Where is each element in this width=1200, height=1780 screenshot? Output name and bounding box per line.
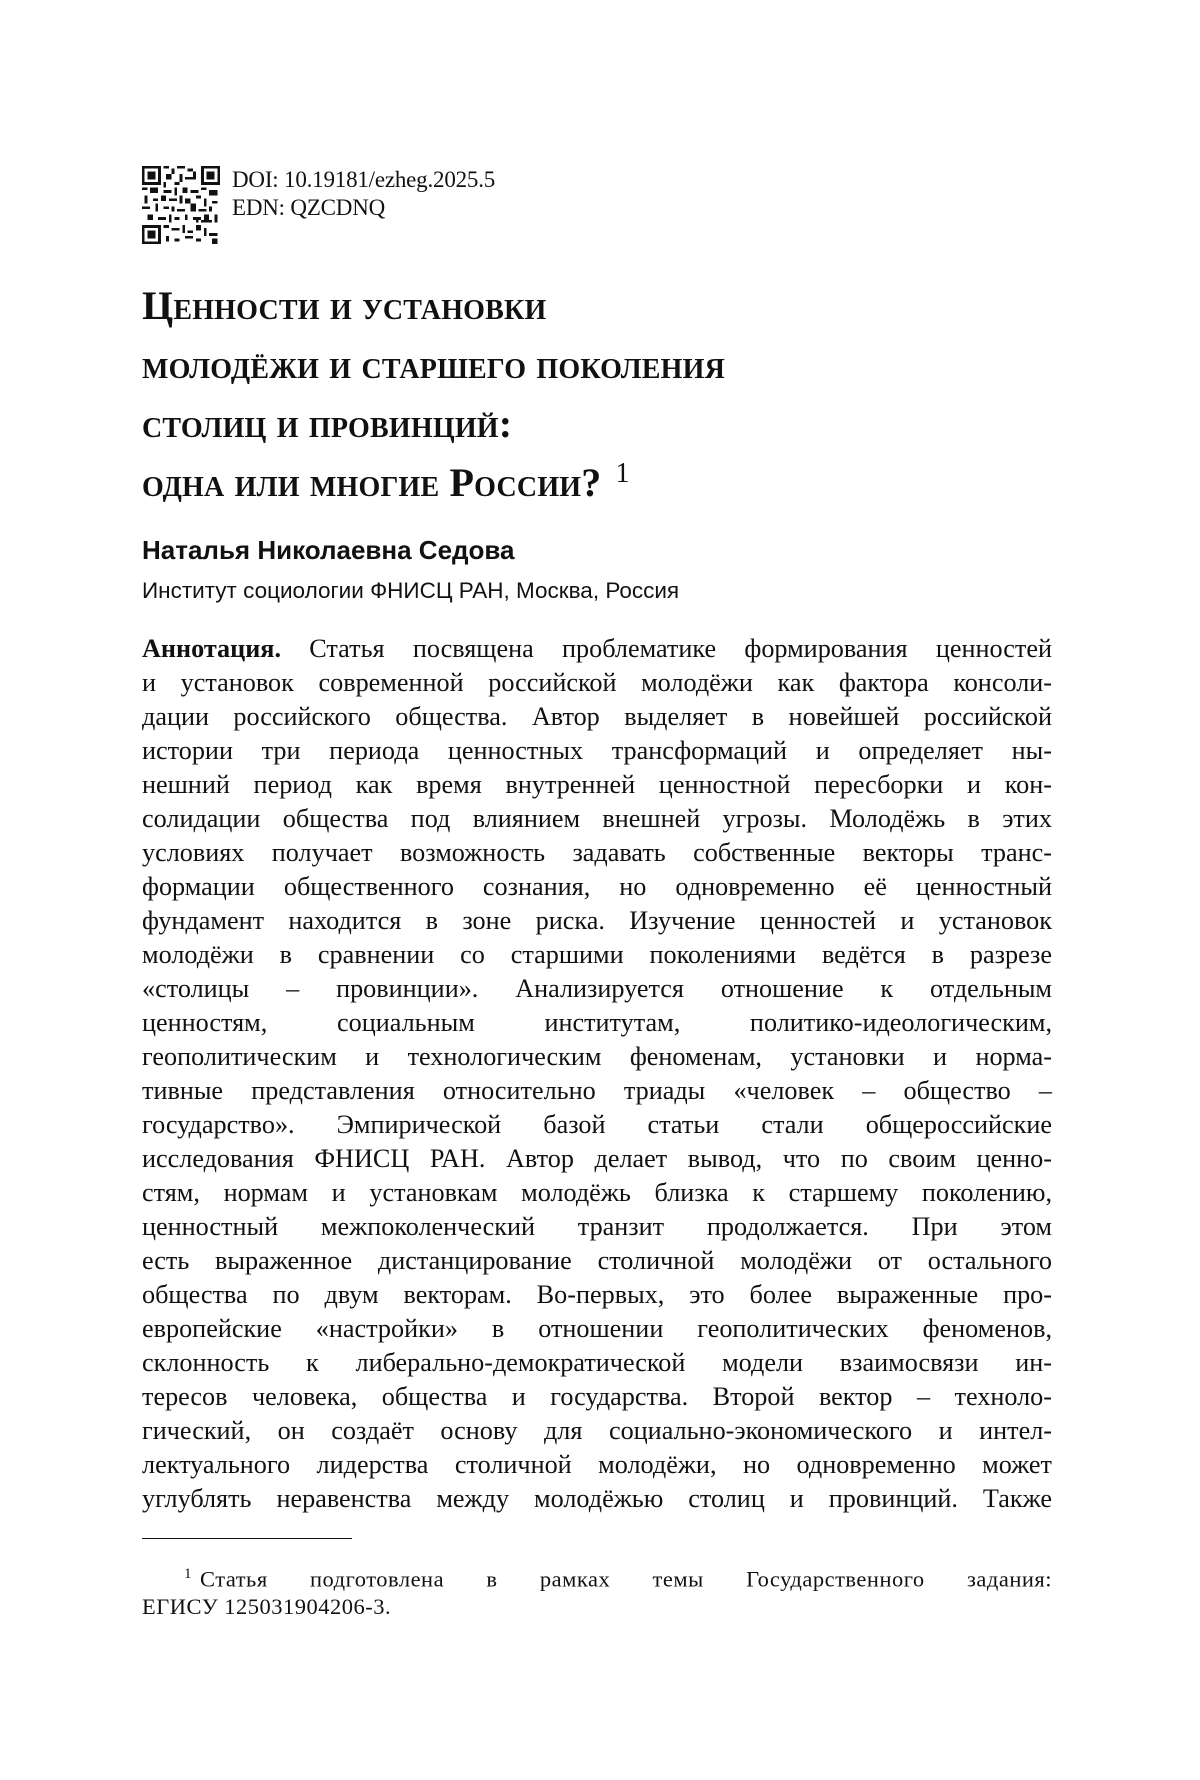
abstract-line: исследования ФНИСЦ РАН. Автор делает вывод, что по своим ценно- <box>142 1144 1052 1173</box>
footnote-line-2: ЕГИСУ 125031904206-3. <box>142 1593 392 1619</box>
abstract-line: молодёжи в сравнении со старшими поколениями ведётся в разрезе <box>142 940 1052 969</box>
abstract-line: государство». Эмпирической базой статьи стали общероссийские <box>142 1110 1052 1139</box>
abstract-line: лектуального лидерства столичной молодёжи, но одновременно может <box>142 1450 1052 1479</box>
title-line-4 <box>142 453 1052 512</box>
abstract-line: условиях получает возможность задавать собственные векторы транс- <box>142 838 1052 867</box>
author-name: Наталья Николаевна Седова <box>142 535 515 565</box>
abstract-label: Аннотация. <box>142 634 282 663</box>
abstract-line: истории три периода ценностных трансформаций и определяет ны- <box>142 736 1052 765</box>
identifier-block <box>142 166 1052 246</box>
abstract-line: общества по двум векторам. Во-первых, это более выраженные про- <box>142 1280 1052 1309</box>
title-line-1: Ценности и установки <box>142 283 547 328</box>
abstract-line: есть выраженное дистанцирование столичной молодёжи от остального <box>142 1246 1052 1275</box>
abstract-line: гический, он создаёт основу для социально-экономического и интел- <box>142 1416 1052 1445</box>
abstract-line: фундамент находится в зоне риска. Изучение ценностей и установок <box>142 906 1052 935</box>
abstract-line: тивные представления относительно триады «человек – общество – <box>142 1076 1052 1105</box>
abstract-line: ценностный межпоколенческий транзит продолжается. При этом <box>142 1212 1052 1241</box>
doi-line[interactable]: DOI: 10.19181/ezheg.2025.5 <box>232 167 496 192</box>
abstract-line: ценностям, социальным институтам, политико-идеологическим, <box>142 1008 1052 1037</box>
abstract-line: склонность к либерально-демократической модели взаимосвязи ин- <box>142 1348 1052 1377</box>
footnote-line-1 <box>142 1561 1052 1593</box>
abstract-line: углублять неравенства между молодёжью столиц и провинций. Также <box>142 1484 1052 1513</box>
abstract-first-line-text: Статья посвящена проблематике формирования ценностей <box>281 634 1052 663</box>
footnote-text-1: Статья подготовлена в рамках темы Государственного задания: <box>200 1566 1052 1592</box>
edn-line: EDN: QZCDNQ <box>232 195 386 220</box>
abstract-line: тересов человека, общества и государства. Второй вектор – техноло- <box>142 1382 1052 1411</box>
footnote <box>142 1561 1052 1620</box>
title-line-2: молодёжи и старшего поколения <box>142 342 726 387</box>
abstract-line: «столицы – провинции». Анализируется отношение к отдельным <box>142 974 1052 1003</box>
abstract <box>142 632 1052 1516</box>
article-page <box>142 166 1052 1620</box>
identifier-lines <box>232 166 495 222</box>
abstract-line: солидации общества под влиянием внешней угрозы. Молодёжь в этих <box>142 804 1052 833</box>
abstract-line: геополитическим и технологическим феноменам, установки и норма- <box>142 1042 1052 1071</box>
footnote-mark: 1 <box>184 1566 192 1582</box>
article-title <box>142 276 1052 512</box>
abstract-line: стям, нормам и установкам молодёжь близка к старшему поколению, <box>142 1178 1052 1207</box>
abstract-line: и установок современной российской молодёжи как фактора консоли- <box>142 668 1052 697</box>
author-affiliation: Институт социологии ФНИСЦ РАН, Москва, Россия <box>142 578 680 603</box>
abstract-line-1 <box>142 632 1052 666</box>
title-footnote-mark[interactable]: 1 <box>615 457 630 489</box>
abstract-line: нешний период как время внутренней ценностной пересборки и кон- <box>142 770 1052 799</box>
footnote-separator <box>142 1538 352 1539</box>
title-line-3: столиц и провинций: <box>142 401 513 446</box>
abstract-line: европейские «настройки» в отношении геополитических феноменов, <box>142 1314 1052 1343</box>
qr-code-icon <box>142 166 220 244</box>
title-line-4-text: одна или многие России? <box>142 460 602 505</box>
abstract-line: формации общественного сознания, но одновременно её ценностный <box>142 872 1052 901</box>
abstract-line: дации российского общества. Автор выделяет в новейшей российской <box>142 702 1052 731</box>
